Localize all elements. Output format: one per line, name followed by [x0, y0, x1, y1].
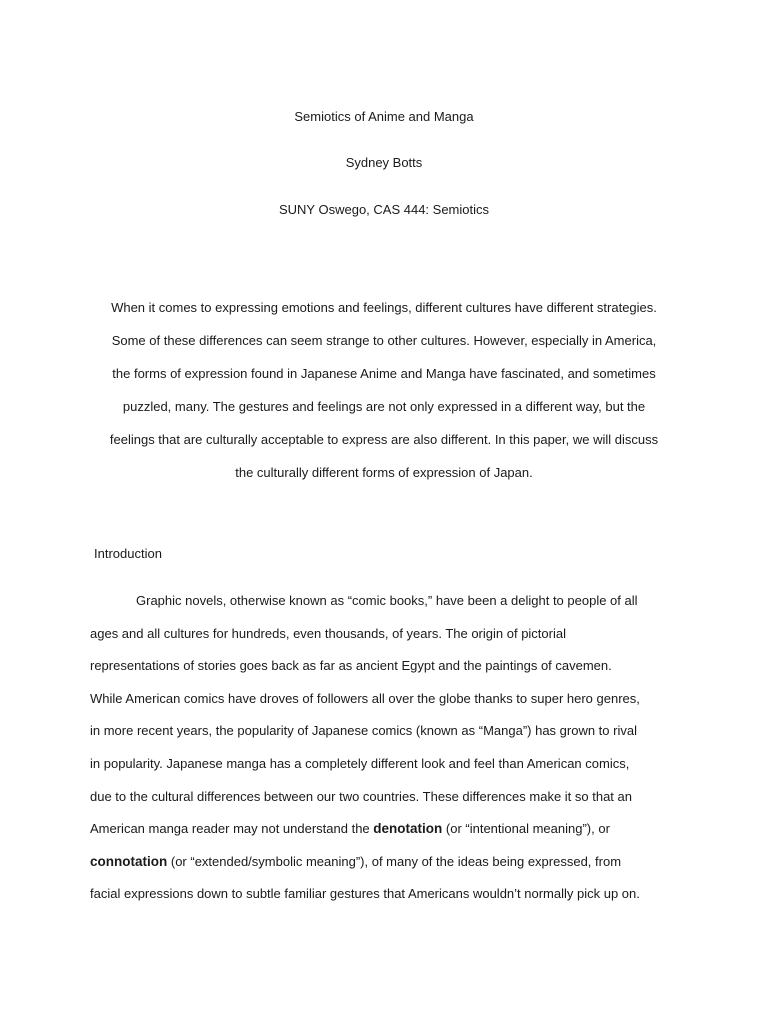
abstract-line: feelings that are culturally acceptable to express are also different. In this paper, we will discuss — [109, 432, 659, 447]
course-line: SUNY Oswego, CAS 444: Semiotics — [278, 202, 489, 217]
body-line: representations of stories goes back as far as ancient Egypt and the paintings of cavemen. — [90, 658, 612, 674]
term-connotation: connotation — [90, 853, 168, 869]
abstract-line: the culturally different forms of expression of Japan. — [235, 465, 533, 480]
body-line: While American comics have droves of followers all over the globe thanks to super hero genres, — [90, 690, 640, 706]
abstract-line: Some of these differences can seem strange to other cultures. However, especially in America, — [111, 333, 657, 348]
introduction-paragraph — [90, 585, 690, 911]
abstract-paragraph — [60, 291, 708, 489]
body-line — [90, 846, 690, 879]
paper-title: Semiotics of Anime and Manga — [294, 109, 474, 124]
body-line: in popularity. Japanese manga has a completely different look and feel than American comics, — [90, 755, 630, 771]
author-name: Sydney Botts — [345, 155, 423, 170]
body-line: facial expressions down to subtle familiar gestures that Americans wouldn’t normally pick up on. — [90, 886, 640, 902]
term-denotation: denotation — [373, 821, 443, 837]
abstract-line: the forms of expression found in Japanese Anime and Manga have fascinated, and sometimes — [112, 366, 656, 381]
body-line — [90, 813, 690, 846]
body-text-fragment: American manga reader may not understand the — [90, 821, 374, 837]
body-line: Graphic novels, otherwise known as “comic books,” have been a delight to people of all — [136, 593, 638, 608]
abstract-line: puzzled, many. The gestures and feelings are not only expressed in a different way, but the — [122, 399, 646, 414]
body-text-fragment: (or “intentional meaning”), or — [442, 821, 610, 837]
body-line: ages and all cultures for hundreds, even thousands, of years. The origin of pictorial — [90, 625, 566, 641]
section-heading-introduction: Introduction — [94, 546, 162, 561]
abstract-line: When it comes to expressing emotions and feelings, different cultures have different strategies. — [111, 300, 657, 315]
body-line: due to the cultural differences between our two countries. These differences make it so that an — [90, 788, 632, 804]
body-text-fragment: (or “extended/symbolic meaning”), of many of the ideas being expressed, from — [167, 853, 622, 869]
body-line: in more recent years, the popularity of Japanese comics (known as “Manga”) has grown to rival — [90, 723, 637, 739]
